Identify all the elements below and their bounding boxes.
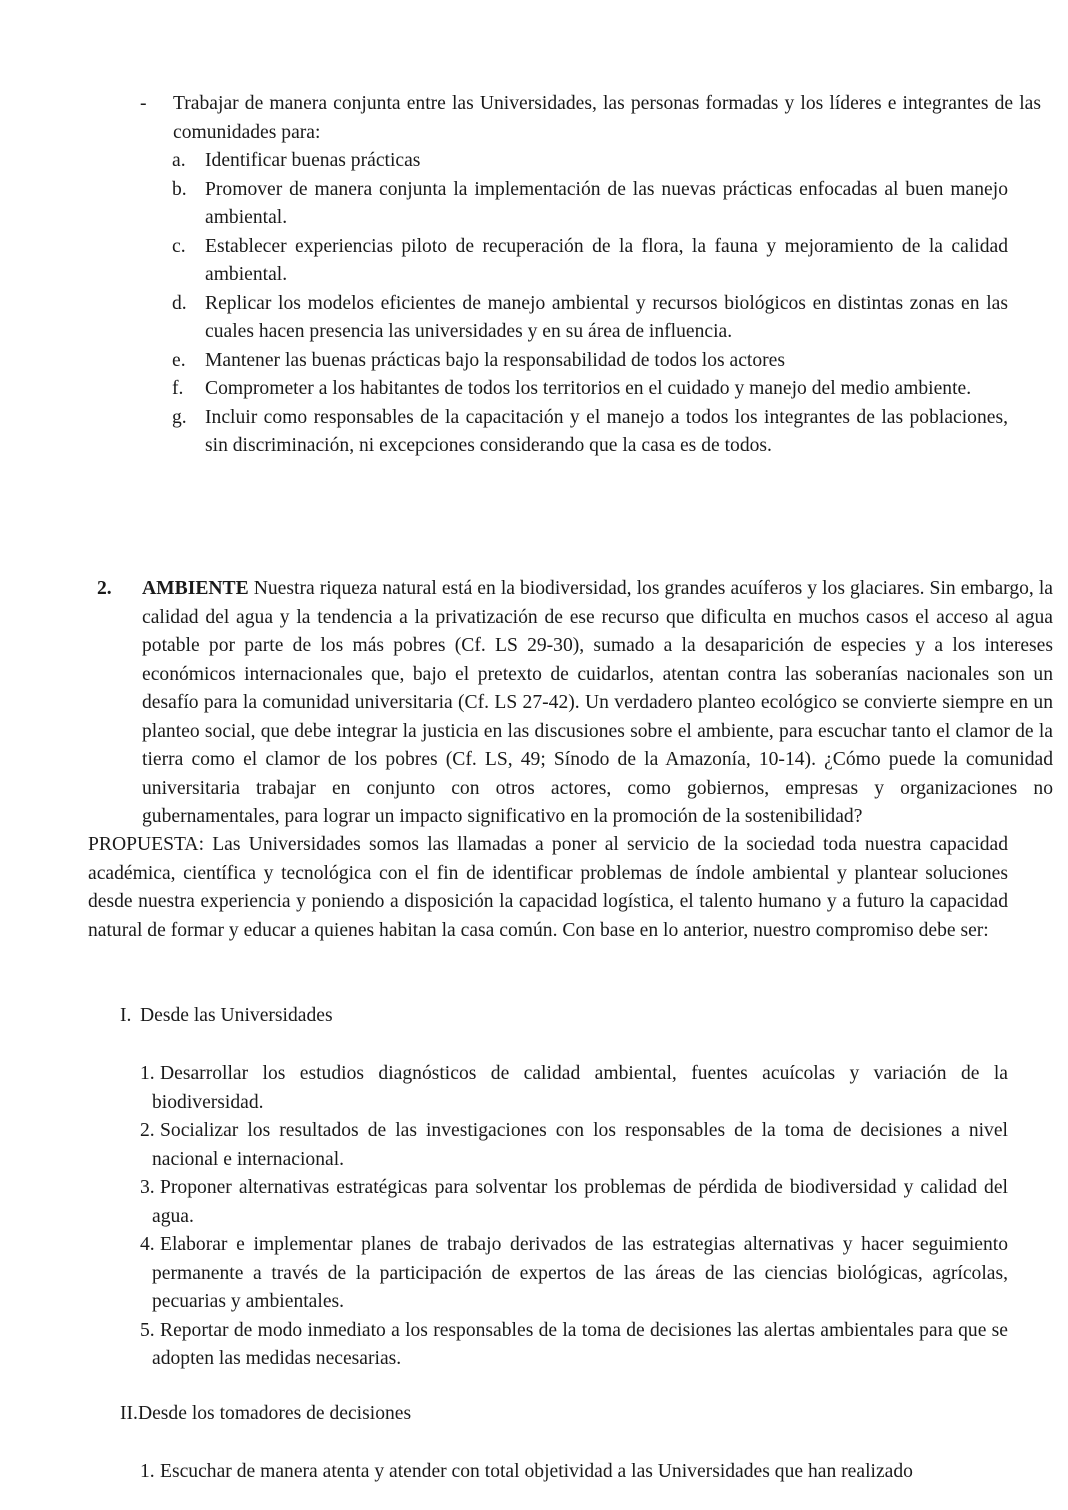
list-item-text: Promover de manera conjunta la implementación de las nuevas prácticas enfocadas al buen manejo ambiental. (205, 178, 1008, 228)
part-one-list (120, 1060, 1008, 1374)
list-letter: b. (172, 178, 187, 200)
list-number: 3. (140, 1177, 155, 1198)
list-letter: c. (172, 235, 186, 257)
part-two-label: II. (120, 1403, 138, 1424)
list-item (172, 404, 1008, 461)
list-item (120, 1174, 1008, 1231)
section-ambiente (97, 575, 1053, 832)
list-item (172, 176, 1008, 233)
list-letter: d. (172, 292, 187, 314)
section-body: Nuestra riqueza natural está en la biodiversidad, los grandes acuíferos y los glaciares. Sin embargo, la calidad del agua y la tendencia a la privatización de ese recurso que dificulta en muchos casos el acceso al agua potable por parte de los más pobres (Cf. LS 29-30), sumado a la desaparición de especies y a los intereses económicos internacionales que, bajo el pretexto de cuidarlos, atentan contra las soberanías nacionales son un desafío para la comunidad universitaria (Cf. LS 27-42). Un verdadero planteo ecológico se convierte siempre en un planteo social, que debe integrar la justicia en las discusiones sobre el ambiente, para escuchar tanto el clamor de la tierra como el clamor de los pobres (Cf. LS, 49; Sínodo de la Amazonía, 10-14). ¿Cómo puede la comunidad universitaria trabajar en conjunto con otros actores, como gobiernos, empresas y organizaciones no gubernamentales, para lograr un impacto significativo en la promoción de la sostenibilidad? (142, 578, 1053, 827)
list-item-text: Establecer experiencias piloto de recuperación de la flora, la fauna y mejoramiento de la calidad ambiental. (205, 235, 1008, 285)
list-item (120, 1231, 1008, 1317)
list-item (120, 1458, 1008, 1487)
propuesta-paragraph: PROPUESTA: Las Universidades somos las llamadas a poner al servicio de la sociedad toda nuestra capacidad académica, científica y tecnológica con el fin de identificar problemas de índole ambiental y plantear soluciones desde nuestra experiencia y poniendo a disposición la capacidad logística, el talento humano y a futuro la capacidad natural de formar y educar a quienes habitan la casa común. Con base en lo anterior, nuestro compromiso debe ser: (88, 834, 1008, 941)
list-letter: a. (172, 150, 186, 171)
list-item-text: Socializar los resultados de las investigaciones con los responsables de la toma de decisiones a nivel nacional e internacional. (152, 1120, 1008, 1170)
list-item (172, 233, 1008, 290)
list-letter: e. (172, 349, 186, 371)
list-item-text: Comprometer a los habitantes de todos los territorios en el cuidado y manejo del medio ambiente. (205, 378, 972, 399)
list-item (120, 1060, 1008, 1117)
list-number: 1. (140, 1461, 155, 1482)
part-one-title: Desde las Universidades (140, 1005, 333, 1026)
part-two-list (120, 1458, 1008, 1487)
list-item-text: Desarrollar los estudios diagnósticos de calidad ambiental, fuentes acuícolas y variación de la biodiversidad. (152, 1063, 1008, 1113)
list-item-text: Mantener las buenas prácticas bajo la responsabilidad de todos los actores (205, 349, 786, 371)
list-item (172, 375, 1008, 404)
section-number: 2. (97, 578, 112, 599)
list-item (172, 347, 1008, 376)
dash-bullet: - (140, 93, 147, 114)
section-heading: AMBIENTE (142, 578, 249, 599)
part-one-label: I. (120, 1005, 132, 1026)
list-item-text: Proponer alternativas estratégicas para solventar los problemas de pérdida de biodiversidad y calidad del agua. (152, 1177, 1008, 1227)
list-number: 2. (140, 1120, 155, 1141)
part-two-title: Desde los tomadores de decisiones (137, 1403, 412, 1424)
intro-item-text: Trabajar de manera conjunta entre las Universidades, las personas formadas y los líderes e integrantes de las comunidades para: (173, 93, 1041, 143)
part-two-heading (120, 1400, 1000, 1429)
list-number: 5. (140, 1319, 155, 1341)
list-item (120, 1117, 1008, 1174)
list-number: 1. (140, 1063, 155, 1084)
list-item-text: Incluir como responsables de la capacitación y el manejo a todos los integrantes de las poblaciones, sin discriminación, ni excepciones considerando que la casa es de todos. (205, 406, 1008, 456)
list-number: 4. (140, 1234, 155, 1255)
list-item-text: Reportar de modo inmediato a los responsables de la toma de decisiones las alertas ambientales para que se adopten las medidas necesarias. (152, 1319, 1008, 1369)
list-item-text: Replicar los modelos eficientes de manejo ambiental y recursos biológicos en distintas zonas en las cuales hacen presencia las universidades y en su área de influencia. (205, 292, 1008, 342)
list-item (172, 290, 1008, 347)
intro-list-item (140, 90, 1041, 147)
section-paragraph (142, 575, 1053, 832)
list-item-text: Identificar buenas prácticas (205, 150, 421, 171)
list-item-text: Escuchar de manera atenta y atender con total objetividad a las Universidades que han realizado (160, 1461, 913, 1482)
list-item-text: Elaborar e implementar planes de trabajo derivados de las estrategias alternativas y hacer seguimiento permanente a través de la participación de expertos de las áreas de las ciencias biológicas, agrícolas, pecuarias y ambientales. (152, 1234, 1008, 1312)
list-letter: g. (172, 406, 187, 428)
part-one-heading (120, 1002, 1000, 1031)
lettered-list (172, 147, 1008, 461)
list-item (172, 147, 1008, 176)
list-item (120, 1317, 1008, 1374)
list-letter: f. (172, 378, 184, 399)
